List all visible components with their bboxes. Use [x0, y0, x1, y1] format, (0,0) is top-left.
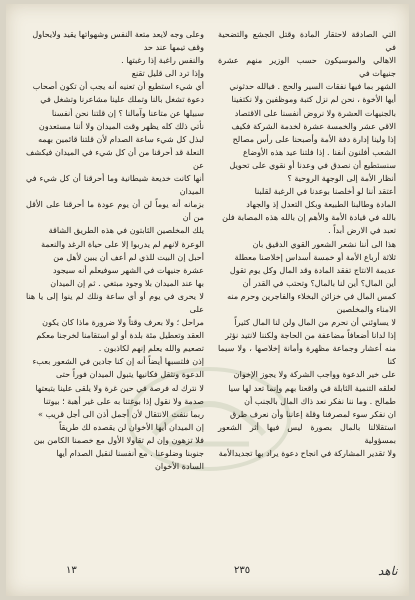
text-line: ربما ننفث الانتقال لأن أجمل أذن الى أجل قريب »: [38, 408, 204, 419]
text-line: أنها كانت خديعة شيطانية وما أحرقنا أن كل شيء في الميدان: [26, 173, 204, 197]
text-line: بالله في قيادة الأمة والأهم إن بالله هذه المصابة فلن: [222, 212, 396, 223]
text-line: أي شيء استطيع أن تعنيه أنه يجب أن تكون أصحاب: [32, 81, 204, 92]
text-line: أحبل إن البيت للذي لم أعف أن يبين لأهل من: [53, 251, 204, 262]
text-line: صدمة ولا نقول إذا بوغتنا به على غير أهبة ؛ بيوتنا: [43, 395, 204, 406]
text-line: أيها الأخوة ، نحن لم نزل كتبة وموظفين ولا نكتفينا: [231, 94, 396, 105]
text-line: يلك المخلصين الثابتون في هذه الطريق الشاقة: [48, 225, 204, 236]
text-line: الاهالي والموسيكون حسب الوزير منهم عشرة جنيهات في: [218, 55, 396, 79]
text-line: نأتي ذلك كله يظهر وقت الميدان ولا أننا مستعدون: [38, 120, 204, 131]
text-line: هذا الى أننا نشعر الشعور القوي الدقيق بان: [252, 238, 396, 249]
text-line: ثلاثة أرباع الأمة أو خمسة أسداس إخلاصنا معطلة: [234, 251, 396, 262]
text-line: وإذا ترد الى قليل تقنع: [131, 68, 204, 79]
page-number-right: ٢٣٥: [234, 565, 251, 576]
text-line: الشعب أفلنون أنفنا . إذا فلتنا عيد هذه الأوضاع: [242, 146, 396, 157]
text-line: تعبد في الارض أبداً .: [328, 225, 396, 236]
text-line: دعوة تشغل بالنا وتملك علينا مشاعرنا وتشغل في: [40, 94, 204, 105]
text-line: إن الميدان أيها الأخوان لن يقصده لك طريقاً: [59, 421, 204, 432]
text-line: والنفس راغبة إذا رغبتها .: [121, 55, 204, 66]
text-line: تصعيم والله يعلم إنهم لكاذبون .: [98, 343, 204, 354]
left-text-column: [26, 28, 204, 473]
text-line: وقف تيمها عند حد: [143, 42, 204, 53]
text-line: الاقي عشر والخمسة عشرة لخدمة الشركة فكيف: [231, 120, 396, 131]
text-line: عشرة جنيهات في الشهر سوفيعلم أنه سيجود: [53, 264, 204, 275]
text-line: الوعرة لانهم لم يدربوا إلا على حياة الرغد والنعمة: [41, 238, 204, 249]
text-line: عديمة الانتاج تفقد المادة وقد المال وكل يوم تقول: [229, 264, 396, 275]
text-line: بالجنيهات العشرة ولا نروض أنفسنا على الاقتصاد: [234, 107, 396, 118]
text-line: جنوبنا وضلوعنا . مع أنفسنا لنقبل الصدام أيها: [56, 448, 204, 458]
text-line: استقلالنا بالمال بصورة ليس فيها أثر الشعور بمسؤولية: [218, 421, 396, 445]
text-line: ان نفكر سوء لمصرفنا وقلة إعاننا وأن نعرف طرق: [229, 408, 396, 419]
text-line: إذا لدانا أضعافاً مضاعفة من الحاجة ولكننا لانتيد نؤثر: [225, 330, 396, 341]
text-line: أعتقد أننا لو أخلصنا بوعدنا في الرغبة لقلبنا: [254, 186, 396, 197]
text-line: النعلة قد أحرقنا من أن كل شيء في الميدان فيكشف عن: [26, 146, 204, 170]
text-line: ولا تقدير المشاركة في انجاح دعوة يراد بها تجديدالأمة: [218, 448, 396, 458]
text-line: التي الصادقة لاحتقار المادة وقتل الجشع والتضحية في: [218, 29, 396, 53]
text-line: أين المال؟ أين لنا بالمال؟ وتحتب في القدر أن: [242, 277, 396, 288]
text-line: فلا تزهون وإن لم تقاولا الأول مع خصمنا الكامن بين: [33, 434, 204, 445]
text-line: بزمانه أنه يوماً لن أن يوم عودة ما أحرقنا على الأقل من أن: [26, 199, 204, 223]
text-line: السادة الأخوان: [154, 461, 204, 472]
page-number-left: ١٣: [66, 565, 77, 576]
text-line: كمس المال في خزائن البخلاء والفاجرين وحرم منه: [227, 290, 396, 301]
handwritten-signature: ناهد: [378, 564, 398, 578]
text-line: إذا ولينا إدارة دفة الأمة وأصبحنا على رأس مصالح: [232, 133, 396, 144]
text-line: أنظار الأمة إلى الوجهة الروحية ؟: [287, 173, 396, 184]
text-line: بها عند الميدان بلا وجود مبتغي . ثم إن الميدان: [50, 277, 204, 288]
text-line: وعلى وجه لايعد متعة النفس وشهواتها يقيد ولايحاول: [32, 29, 204, 39]
text-line: المادة وطالبنا الطبيعة وبكل التعدل إذ والجهاد: [246, 199, 396, 210]
text-line: لا نترك له فرصة في حين غرة ولا يلقى علينا بتبعتها: [35, 382, 204, 393]
text-line: على خير الدعوة وواجب الشركة ولا يجوز الإخوان: [233, 369, 396, 380]
right-text-column: [218, 28, 396, 460]
text-line: الامناء والمخلصين: [336, 303, 396, 314]
text-line: العقد وتعطيل مئة بلدة أو لو استقامنا لخرجنا معكم: [36, 330, 204, 341]
text-line: لا يحرى في يوم أو أي ساعة ونلك لم ينوا إلى يا هنا على: [26, 290, 204, 314]
text-line: الشهر بما فيها نفقات السير والحج . فبالله حدثوني: [229, 81, 396, 92]
text-line: الدعوة ونثقل فكانيها يتبول الميدان فوراً حتى: [55, 369, 204, 380]
text-line: إذن فلتسبها أيضاً أنه إن كنا جادين في الشعور بعبء: [32, 356, 204, 367]
text-line: منه أعشار وجماعة مظهرة وأمانة إخلاصها ، ولا سيما كنا: [218, 343, 396, 367]
text-line: طمالح . وما ننا نفكر نعد ذاك المال بالجنب أن: [244, 395, 396, 406]
text-line: مراحل ؛ ولا بعرف وقتاً ولا ضرورة ماذا كان يكون: [42, 317, 204, 328]
text-line: سبيلها عن متاعنا وآمالنا ؟ إن قلتنا نحن أنفسنا: [51, 107, 204, 118]
text-line: سنستطيع أن نصدق في وعدنا أو نقوي على تحويل: [229, 159, 396, 170]
scanned-page: [6, 4, 409, 596]
text-line: لا يساوئني أن نحرم من المال ولن لنا المال كثيراً: [234, 317, 396, 328]
text-line: لبذل كل شيء ساعة الصدام لأن قلتنا قائمين بهمه: [38, 133, 204, 144]
text-line: لعلقه التنمية الثابلة في واقعنا بهم وإنما تعد لها سيا: [228, 382, 396, 393]
